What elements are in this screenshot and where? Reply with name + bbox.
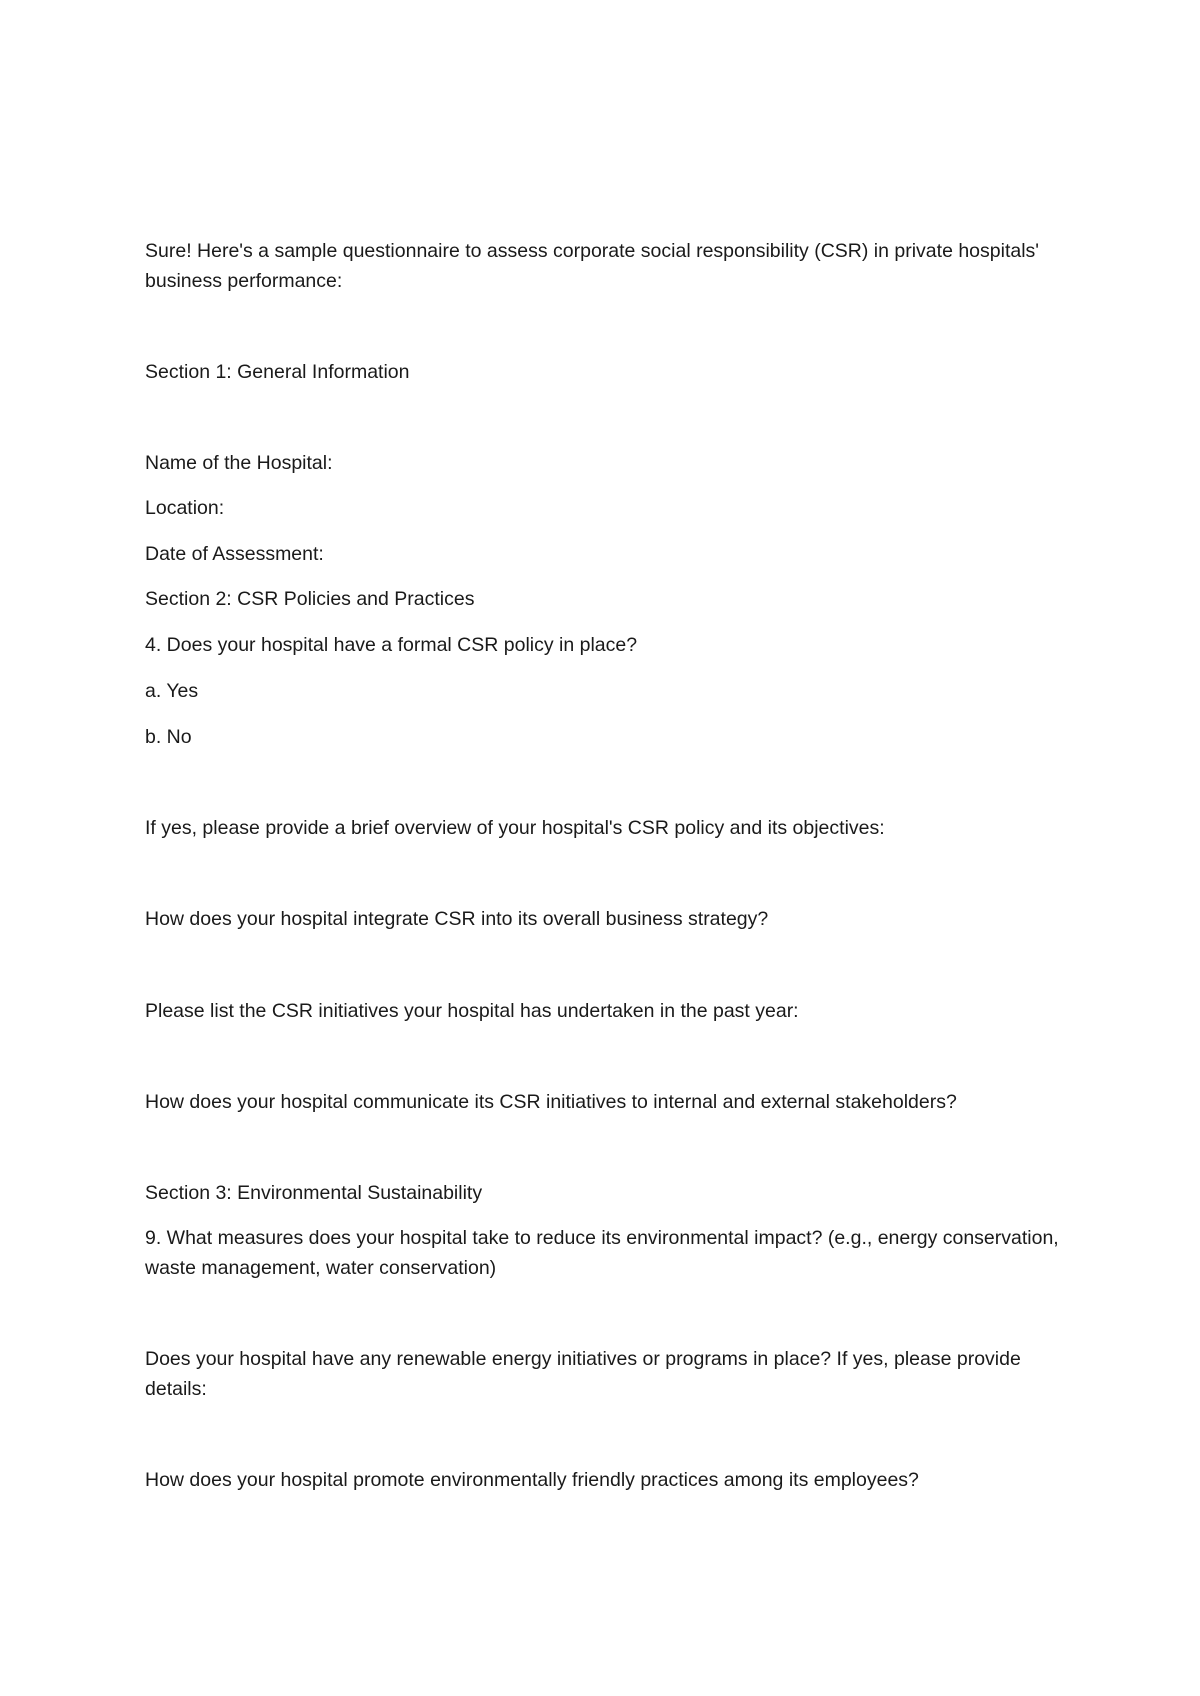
field-date-of-assessment: Date of Assessment: <box>145 543 324 565</box>
question-employee-practices: How does your hospital promote environmentally friendly practices among its employees? <box>145 1469 919 1491</box>
field-hospital-name: Name of the Hospital: <box>145 452 333 474</box>
question-4: 4. Does your hospital have a formal CSR policy in place? <box>145 634 638 656</box>
section-3-heading: Section 3: Environmental Sustainability <box>145 1182 483 1204</box>
question-4-option-a: a. Yes <box>145 680 199 702</box>
field-location: Location: <box>145 497 225 519</box>
section-1-heading: Section 1: General Information <box>145 361 410 383</box>
question-9: 9. What measures does your hospital take to reduce its environmental impact? (e.g., energy conservation, waste management, water conservation) <box>145 1227 1059 1279</box>
intro-paragraph: Sure! Here's a sample questionnaire to assess corporate social responsibility (CSR) in private hospitals' business performance: <box>145 240 1040 292</box>
question-csr-overview: If yes, please provide a brief overview of your hospital's CSR policy and its objectives: <box>145 817 885 839</box>
question-csr-initiatives: Please list the CSR initiatives your hospital has undertaken in the past year: <box>145 1000 799 1022</box>
question-4-option-b: b. No <box>145 726 192 748</box>
section-2-heading: Section 2: CSR Policies and Practices <box>145 588 475 610</box>
question-csr-communication: How does your hospital communicate its CSR initiatives to internal and external stakeholders? <box>145 1091 957 1113</box>
question-csr-integration: How does your hospital integrate CSR into its overall business strategy? <box>145 908 769 930</box>
question-renewable-energy: Does your hospital have any renewable energy initiatives or programs in place? If yes, please provide details: <box>145 1348 1021 1400</box>
